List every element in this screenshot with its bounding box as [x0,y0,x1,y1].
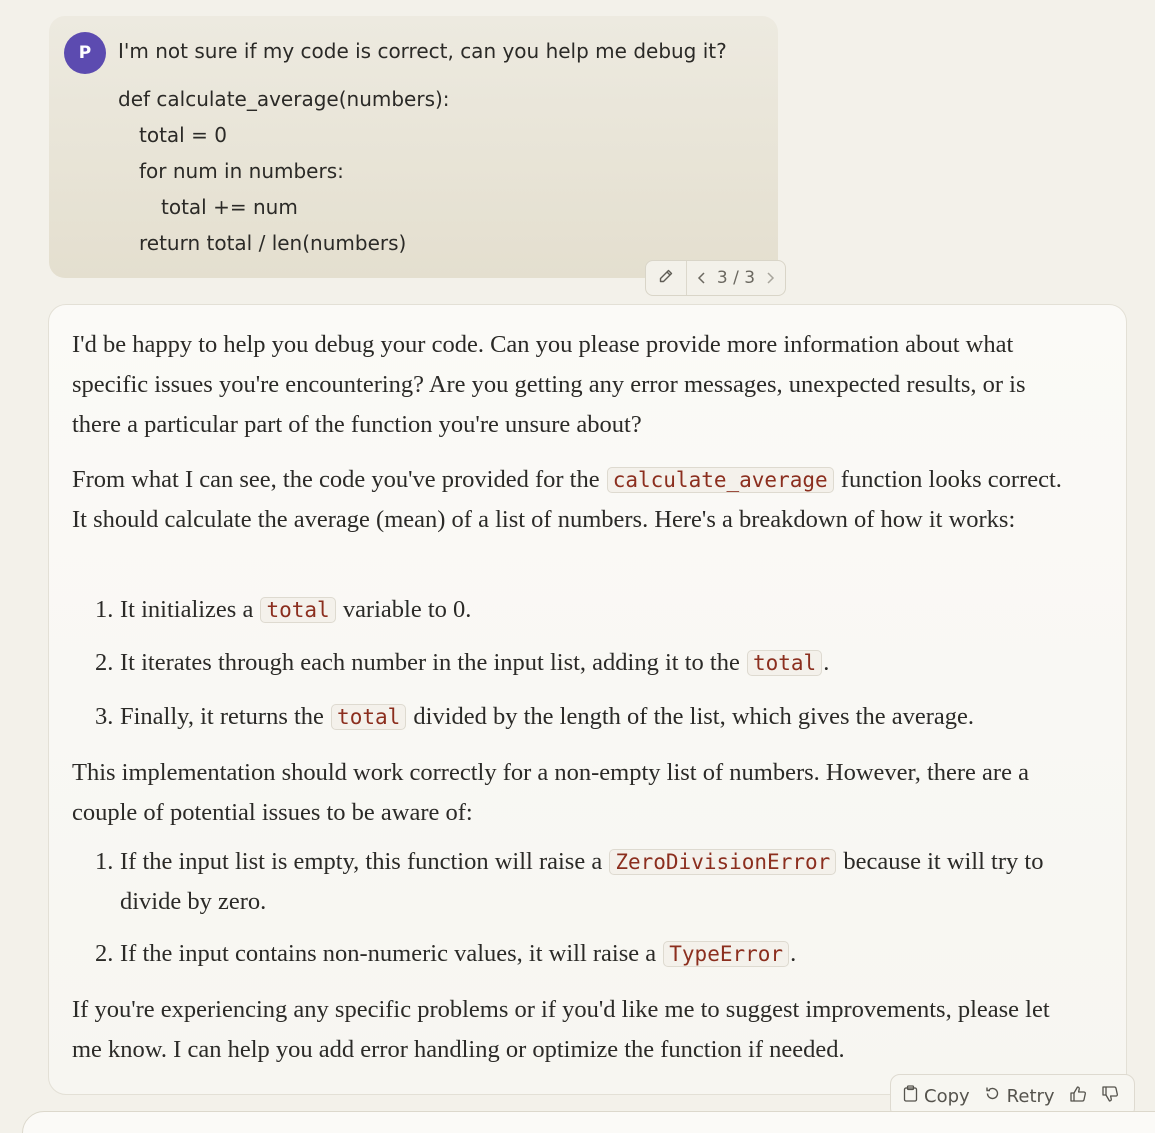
list-number: 2. [95,649,114,676]
thumbs-down-button[interactable] [1101,1085,1119,1108]
list-number: 1. [95,596,114,623]
thumbs-down-icon [1101,1085,1119,1108]
code-line-2: total = 0 [139,123,227,147]
code-line-5: return total / len(numbers) [139,231,407,255]
edit-message-button[interactable] [646,261,687,295]
inline-code: calculate_average [607,467,834,493]
inline-code: total [747,650,822,676]
version-counter: 3 / 3 [716,268,756,288]
list-number: 2. [95,940,114,967]
inline-code: total [331,704,406,730]
chevron-left-icon[interactable] [697,270,707,286]
message-version-control [645,260,786,296]
response-paragraph-2: From what I can see, the code you've provided for the calculate_average function looks correct. It should calculate the average (mean) of a list of numbers. Here's a breakdown of how it works: [72,466,1062,533]
code-line-4: total += num [161,195,298,219]
user-message-bubble [49,16,778,278]
retry-icon [984,1085,1001,1107]
response-paragraph-3: This implementation should work correctly for a non-empty list of numbers. However, there are a couple of potential issues to be aware of: [72,759,1029,826]
thumbs-up-button[interactable] [1069,1085,1087,1108]
inline-code: TypeError [663,941,789,967]
list-number: 1. [95,848,114,875]
user-message-text: I'm not sure if my code is correct, can you help me debug it? [118,39,727,63]
list-item: If the input contains non-numeric values, it will raise a TypeError . [120,940,797,967]
copy-label: Copy [924,1085,970,1107]
thumbs-up-icon [1069,1085,1087,1108]
pencil-icon [658,268,674,289]
copy-button[interactable] [903,1085,970,1107]
list-number: 3. [95,703,114,730]
response-paragraph-4: If you're experiencing any specific problems or if you'd like me to suggest improvements, please let me know. I can help you add error handling or optimize the function if needed. [72,996,1050,1063]
list-item: It iterates through each number in the input list, adding it to the total . [120,649,830,676]
assistant-message-card [48,304,1127,1095]
inline-code: total [260,597,335,623]
retry-button[interactable] [984,1085,1055,1107]
list-item: If the input list is empty, this function will raise a ZeroDivisionError because it will try to divide by zero. [120,848,1044,915]
user-avatar: P [64,32,106,74]
chevron-right-icon[interactable] [765,270,775,286]
code-line-3: for num in numbers: [139,159,344,183]
code-line-1: def calculate_average(numbers): [118,87,450,111]
list-item: It initializes a total variable to 0. [120,596,472,623]
retry-label: Retry [1006,1085,1055,1107]
clipboard-icon [903,1085,918,1107]
inline-code: ZeroDivisionError [609,849,836,875]
response-paragraph-1: I'd be happy to help you debug your code. Can you please provide more information about what specific issues you're encountering? Are you getting any error messages, unexpected results, or is there a particular part of the function you're unsure about? [72,331,1026,438]
list-item: Finally, it returns the total divided by the length of the list, which gives the average. [120,703,975,730]
message-composer[interactable] [22,1111,1155,1133]
